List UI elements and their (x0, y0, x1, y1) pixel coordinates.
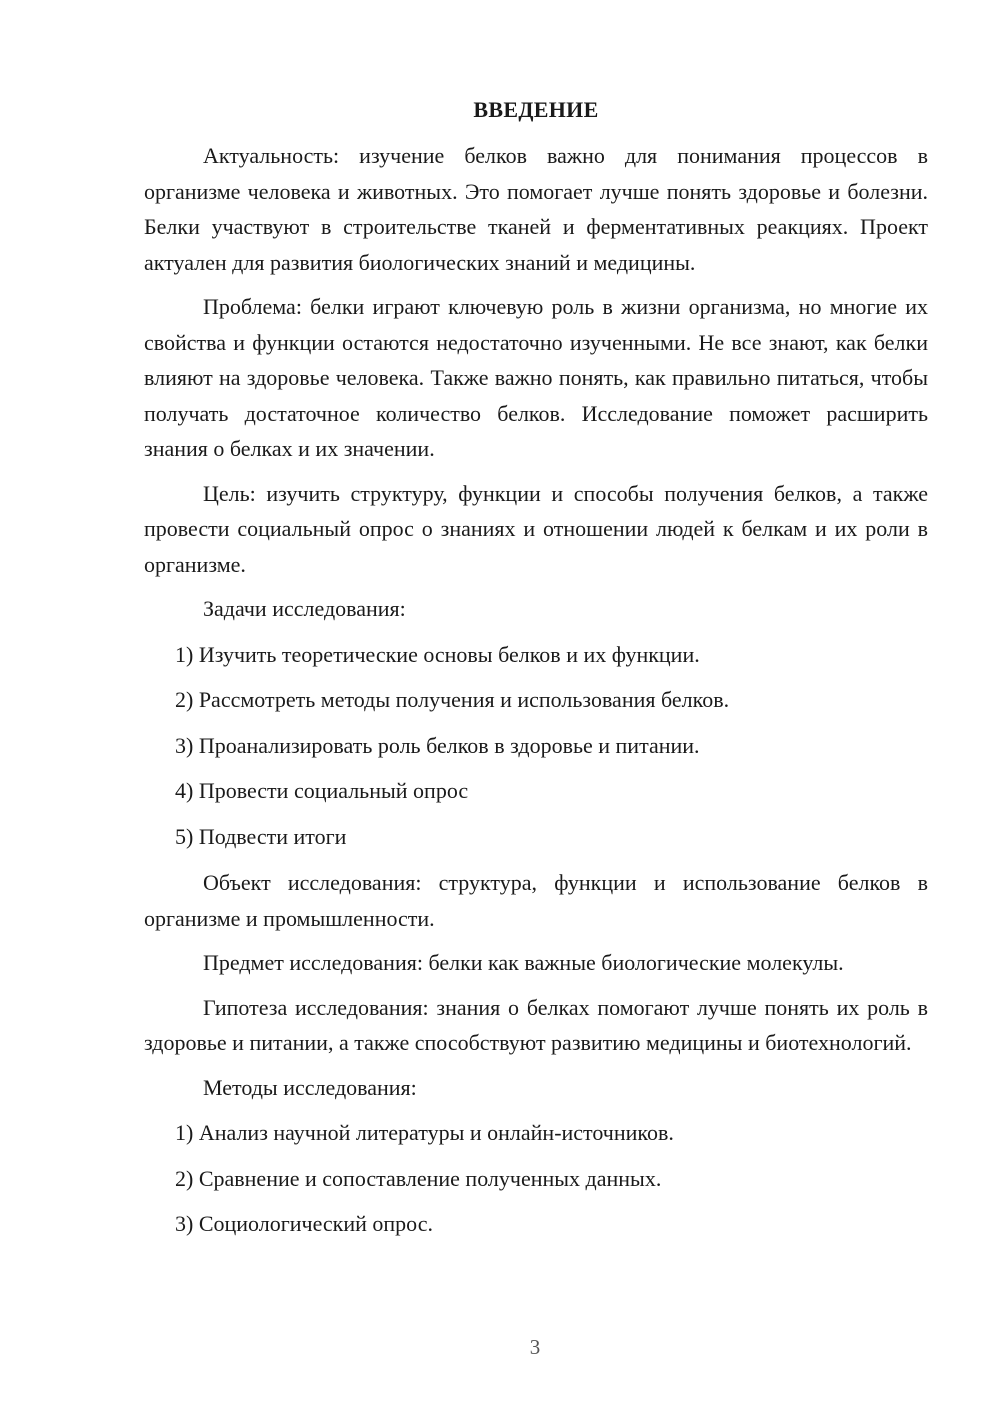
object-paragraph: Объект исследования: структура, функции и использование белков в организме и промышленности. (144, 870, 928, 931)
subject-paragraph: Предмет исследования: белки как важные биологические молекулы. (203, 950, 844, 975)
page-content (144, 96, 928, 1253)
methods-label: Методы исследования: (203, 1074, 417, 1100)
list-item: 4) Провести социальный опрос (175, 778, 469, 803)
list-item: 1) Изучить теоретические основы белков и их функции. (175, 641, 700, 667)
tasks-label: Задачи исследования: (203, 596, 406, 621)
goal-paragraph: Цель: изучить структуру, функции и способы получения белков, а также провести социальный опрос о знаниях и отношении людей к белкам и их роли в организме. (144, 480, 928, 577)
methods-list (144, 1115, 928, 1242)
list-item: 2) Сравнение и сопоставление полученных данных. (175, 1165, 662, 1191)
section-heading: ВВЕДЕНИЕ (473, 97, 599, 122)
tasks-list (144, 637, 928, 855)
problem-paragraph: Проблема: белки играют ключевую роль в жизни организма, но многие их свойства и функции остаются недостаточно изученными. Не все знают, как белки влияют на здоровье человека. Также важно понять, как правильно питаться, чтобы получать достаточное количество белков. Исследование поможет расширить знания о белках и их значении. (144, 294, 928, 461)
list-item: 1) Анализ научной литературы и онлайн-источников. (175, 1120, 674, 1145)
list-item: 5) Подвести итоги (175, 823, 347, 849)
list-item: 3) Социологический опрос. (175, 1211, 433, 1236)
page-number: 3 (529, 1335, 541, 1359)
hypothesis-paragraph: Гипотеза исследования: знания о белках помогают лучше понять их роль в здоровье и питании, а также способствуют развитию медицины и биотехнологий. (144, 994, 928, 1055)
relevance-paragraph: Актуальность: изучение белков важно для понимания процессов в организме человека и животных. Это помогает лучше понять здоровье и болезни. Белки участвуют в строительстве тканей и ферментативных реакциях. Проект актуален для развития биологических знаний и медицины. (144, 143, 928, 275)
list-item: 3) Проанализировать роль белков в здоровье и питании. (175, 732, 700, 758)
list-item: 2) Рассмотреть методы получения и использования белков. (175, 687, 730, 712)
